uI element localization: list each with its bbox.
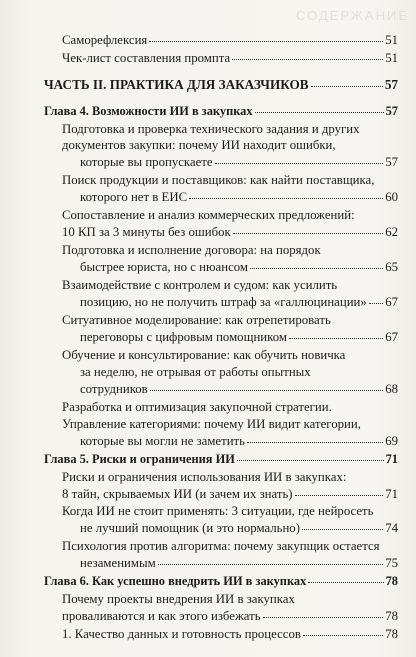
toc-entry-title: 10 КП за 3 минуты без ошибок xyxy=(62,225,231,239)
toc-entry-page: 57 xyxy=(385,155,398,169)
toc-entry-page: 71 xyxy=(385,452,398,466)
toc-entry-page: 57 xyxy=(384,77,398,92)
toc-entry-line: Подготовка и исполнение договора: на порядок xyxy=(62,243,321,257)
toc-entry-page: 68 xyxy=(385,382,398,396)
toc-entry-title: которого нет в ЕИС xyxy=(80,190,188,204)
toc-entry-page: 67 xyxy=(385,295,398,309)
leader-dots xyxy=(295,495,384,496)
toc-entry-title: ЧАСТЬ II. ПРАКТИКА ДЛЯ ЗАКАЗЧИКОВ xyxy=(44,77,309,92)
leader-dots xyxy=(215,163,384,164)
leader-dots xyxy=(369,303,383,304)
leader-dots xyxy=(189,198,383,199)
toc-entry-title: Глава 4. Возможности ИИ в закупках xyxy=(44,104,253,118)
leader-dots xyxy=(302,529,383,530)
toc-entry-page: 57 xyxy=(385,104,398,118)
toc-entry-page: 78 xyxy=(385,627,398,641)
leader-dots xyxy=(232,59,383,60)
toc-entry xyxy=(80,154,398,170)
bleed-through-heading: СОДЕРЖАНИЕ xyxy=(296,8,410,23)
toc-entry-line: Взаимодействие с контролем и судом: как усилить xyxy=(62,278,338,292)
toc-entry xyxy=(80,520,398,536)
toc-entry-line: Разработка и оптимизация закупочной стратегии. xyxy=(62,400,332,414)
toc-entry-line: Почему проекты внедрения ИИ в закупках xyxy=(62,592,295,606)
leader-dots xyxy=(303,635,383,636)
toc-entry xyxy=(80,381,398,397)
toc-part-heading xyxy=(44,77,398,93)
toc-entry xyxy=(62,486,398,502)
toc-entry-page: 62 xyxy=(385,225,398,239)
leader-dots xyxy=(255,112,384,113)
toc-entry-page: 78 xyxy=(385,574,398,588)
leader-dots xyxy=(289,338,383,339)
toc-entry-page: 78 xyxy=(385,609,398,623)
toc-entry-page: 65 xyxy=(385,260,398,274)
toc-entry xyxy=(62,626,398,642)
toc-entry-title: незаменимым xyxy=(80,556,156,570)
toc-entry-line: Риски и ограничения использования ИИ в закупках: xyxy=(62,470,347,484)
toc-entry-line: за неделю, не отрывая от работы опытных xyxy=(80,365,311,379)
toc-entry-title: которые вы могли не заметить xyxy=(80,434,245,448)
toc-entry xyxy=(80,329,398,345)
toc-entry-title: быстрее юриста, но с нюансом xyxy=(80,260,249,274)
toc-entry-line: Обучение и консультирование: как обучить новичка xyxy=(62,348,346,362)
toc-entry xyxy=(80,555,398,571)
leader-dots xyxy=(308,582,383,583)
toc-entry xyxy=(62,224,398,240)
leader-dots xyxy=(247,442,383,443)
leader-dots xyxy=(233,233,383,234)
leader-dots xyxy=(311,86,383,87)
toc-entry xyxy=(80,189,398,205)
toc-entry-title: не лучший помощник (и это нормально) xyxy=(80,521,300,535)
toc-entry-title: Глава 5. Риски и ограничения ИИ xyxy=(44,452,235,466)
toc-entry-line: Психология против алгоритма: почему закупщик остается xyxy=(62,539,380,553)
toc-entry-line: Поиск продукции и поставщиков: как найти поставщика, xyxy=(62,173,375,187)
leader-dots xyxy=(250,268,383,269)
toc-entry-title: Чек-лист составления промпта xyxy=(62,51,231,65)
toc-entry-title: 8 тайн, скрываемых ИИ (и зачем их знать) xyxy=(62,487,293,501)
toc-entry-line: Сопоставление и анализ коммерческих предложений: xyxy=(62,208,355,222)
toc-entry-page: 60 xyxy=(385,190,398,204)
toc-entry-title: 1. Качество данных и готовность процессов xyxy=(62,627,301,641)
toc-entry-line: Ситуативное моделирование: как отрепетировать xyxy=(62,313,331,327)
toc-entry xyxy=(62,32,398,48)
toc-entry-title: Саморефлексия xyxy=(62,33,148,47)
leader-dots xyxy=(237,460,384,461)
toc-entry-line: Управление категориями: почему ИИ видит категории, xyxy=(62,417,361,431)
toc-entry-page: 67 xyxy=(385,330,398,344)
toc-entry-page: 75 xyxy=(385,556,398,570)
toc-entry xyxy=(80,294,398,310)
leader-dots xyxy=(149,41,383,42)
toc-entry-title: переговоры с цифровым помощником xyxy=(80,330,287,344)
toc-chapter-heading xyxy=(44,451,398,467)
toc-entry-title: Глава 6. Как успешно внедрить ИИ в закупках xyxy=(44,574,307,588)
toc-entry-page: 51 xyxy=(385,33,398,47)
toc-entry-title: позицию, но не получить штраф за «галлюцинации» xyxy=(80,295,367,309)
toc-entry xyxy=(62,608,398,624)
toc-entry-title: проваливаются и как этого избежать xyxy=(62,609,261,623)
toc-entry xyxy=(80,433,398,449)
leader-dots xyxy=(263,617,384,618)
toc-chapter-heading xyxy=(44,103,398,119)
leader-dots xyxy=(150,390,384,391)
toc-entry-page: 69 xyxy=(385,434,398,448)
toc-entry-line: Когда ИИ не стоит применять: 3 ситуации, где нейросеть xyxy=(62,504,374,518)
toc-entry-page: 51 xyxy=(385,51,398,65)
toc-entry xyxy=(80,259,398,275)
leader-dots xyxy=(158,564,384,565)
toc-chapter-heading xyxy=(44,573,398,589)
toc-entry-page: 71 xyxy=(385,487,398,501)
toc-entry-title: сотрудников xyxy=(80,382,148,396)
toc-entry-line: документов закупки: почему ИИ находит ошибки, xyxy=(62,138,336,152)
toc-entry-page: 74 xyxy=(385,521,398,535)
toc-entry-title: которые вы пропускаете xyxy=(80,155,213,169)
toc-entry xyxy=(62,50,398,66)
toc-entry-line: Подготовка и проверка технического задания и других xyxy=(62,122,360,136)
